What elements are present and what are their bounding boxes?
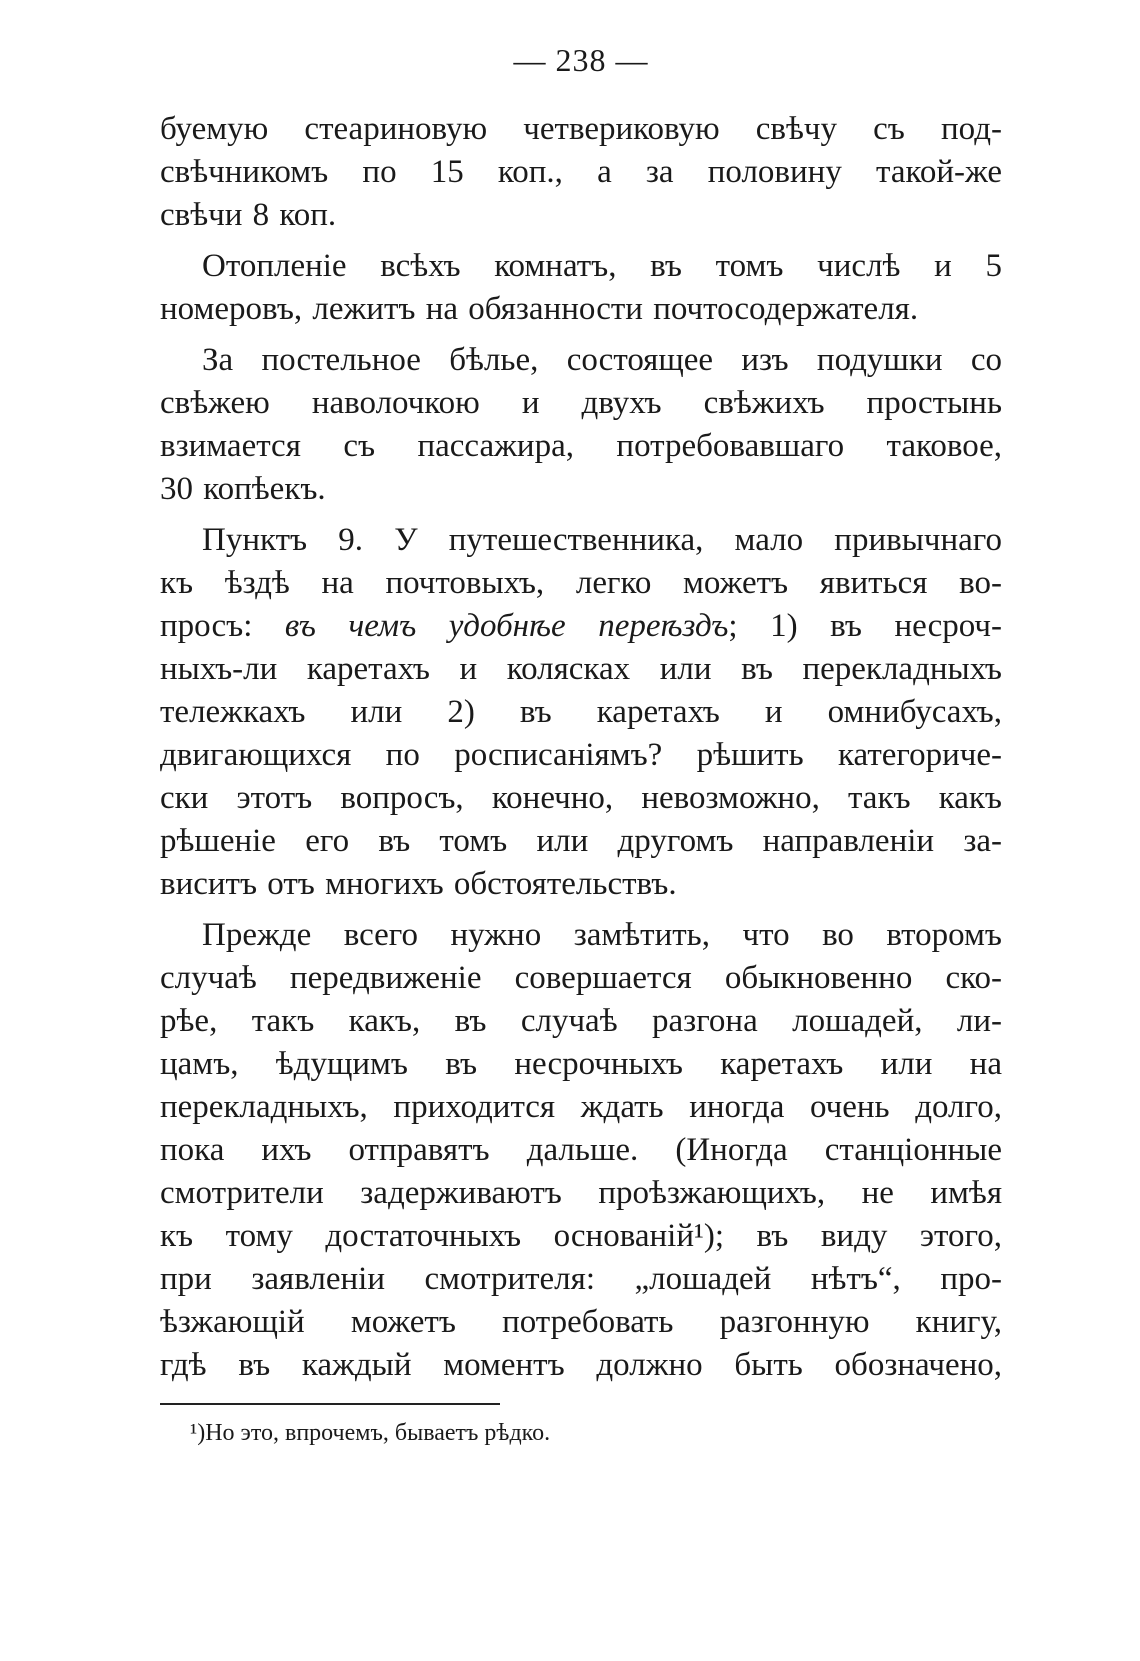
page-number: — 238 — [513, 42, 649, 78]
text-line: 30 копѣекъ. [160, 471, 326, 507]
text-line: ски этотъ вопросъ, конечно, невозможно, такъ какъ [160, 780, 1002, 816]
text-line: ѣзжающій можетъ потребовать разгонную книгу, [160, 1304, 1002, 1340]
italic-prefix: просъ: [160, 608, 285, 644]
text-line: цамъ, ѣдущимъ въ несрочныхъ каретахъ или на [160, 1046, 1002, 1082]
text-line: къ тому достаточныхъ основаній¹); въ виду этого, [160, 1218, 1002, 1254]
text-line: номеровъ, лежитъ на обязанности почтосодержателя. [160, 291, 919, 327]
paragraph-candles [160, 108, 1002, 237]
footnote: ¹)Но это, впрочемъ, бываетъ рѣдко. [190, 1420, 551, 1446]
text-line: перекладныхъ, приходится ждать иногда очень долго, [160, 1089, 1002, 1125]
text-line: рѣе, такъ какъ, въ случаѣ разгона лошадей, ли- [160, 1003, 1002, 1039]
paragraph-point-9 [160, 519, 1002, 906]
paragraph-linen [160, 339, 1002, 511]
text-line: двигающихся по росписаніямъ? рѣшить категориче- [160, 737, 1002, 773]
page-body [160, 108, 1002, 1387]
text-line: смотрители задерживаютъ проѣзжающихъ, не имѣя [160, 1175, 1002, 1211]
text-line: пока ихъ отправятъ дальше. (Иногда станціонные [160, 1132, 1002, 1168]
paragraph-heating [160, 245, 1002, 331]
italic-phrase: въ чемъ удобнѣе переѣздъ [284, 608, 729, 644]
italic-suffix: ; 1) въ несроч- [728, 608, 1002, 644]
text-line: Пунктъ 9. У путешественника, мало привычнаго [202, 522, 1002, 558]
book-page [160, 20, 1002, 1449]
text-line: свѣчи 8 коп. [160, 197, 337, 233]
text-line: свѣжею наволочкою и двухъ свѣжихъ простынь [160, 385, 1002, 421]
text-line: при заявленіи смотрителя: „лошадей нѣтъ“, про- [160, 1261, 1002, 1297]
text-line: случаѣ передвиженіе совершается обыкновенно ско- [160, 960, 1002, 996]
text-line: свѣчникомъ по 15 коп., а за половину такой-же [160, 154, 1002, 190]
text-line: Прежде всего нужно замѣтить, что во второмъ [202, 917, 1002, 953]
text-line-with-italic [160, 605, 1002, 648]
text-line: виситъ отъ многихъ обстоятельствъ. [160, 866, 677, 902]
text-line: буемую стеариновую четвериковую свѣчу съ под- [160, 111, 1002, 147]
footnote-divider [160, 1403, 500, 1405]
text-line: рѣшеніе его въ томъ или другомъ направленіи за- [160, 823, 1002, 859]
text-line: къ ѣздѣ на почтовыхъ, легко можетъ явиться во- [160, 565, 1002, 601]
text-line: гдѣ въ каждый моментъ должно быть обозначено, [160, 1347, 1002, 1383]
text-line: взимается съ пассажира, потребовавшаго таковое, [160, 428, 1002, 464]
text-line: тележкахъ или 2) въ каретахъ и омнибусахъ, [160, 694, 1002, 730]
paragraph-travel-speed [160, 914, 1002, 1387]
text-line: ныхъ-ли каретахъ и колясках или въ перекладныхъ [160, 651, 1002, 687]
text-line: За постельное бѣлье, состоящее изъ подушки со [202, 342, 1002, 378]
text-line: Отопленіе всѣхъ комнатъ, въ томъ числѣ и 5 [202, 248, 1002, 284]
